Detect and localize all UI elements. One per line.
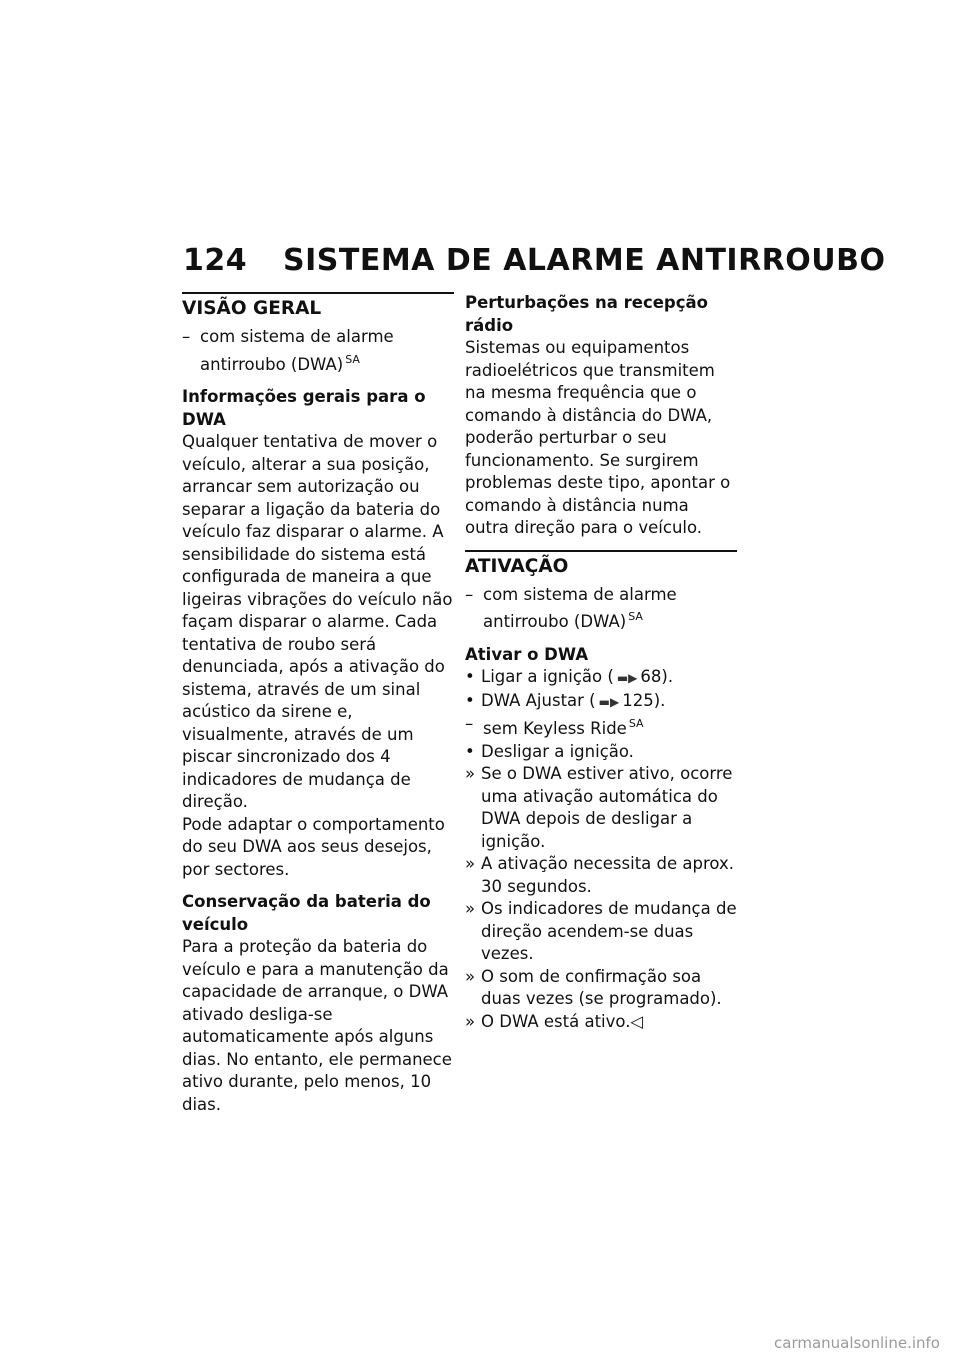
result-marker: » [465,1011,476,1031]
result-marker: » [465,854,476,873]
step-item [465,690,737,714]
result-marker: » [465,899,476,918]
paragraph-radio: Sistemas ou equipamentos radioelétricos que transmitem na mesma frequência que o comando à distância do DWA, poderão perturbar o seu funcionamento. Se surgirem problemas deste tipo, apontar o comando à distância numa outra direção para o veículo. [465,338,731,537]
page-header [183,243,886,278]
dash-marker: – [182,327,191,346]
result-item [465,763,737,853]
result-item [465,898,737,966]
left-column [182,292,454,1116]
page-reference[interactable]: 68). [640,667,674,686]
chapter-title: SISTEMA DE ALARME ANTIRROUBO [283,243,886,278]
result-item [465,1011,737,1034]
equipment-note-text: com sistema de alarme antirroubo (DWA) [483,584,677,631]
section-rule [182,292,454,294]
dash-marker: – [465,714,474,733]
special-equipment-tag: SA [628,610,643,623]
end-of-section-icon: ◁ [630,1011,644,1031]
result-text: Se o DWA estiver ativo, ocorre uma ativação automática do DWA depois de desligar a ignição. [481,764,733,851]
dash-marker: – [465,584,474,604]
page-number: 124 [183,243,248,278]
result-item [465,853,737,898]
result-text: A ativação necessita de aprox. 30 segundos. [481,854,735,896]
result-text: O som de confirmação soa duas vezes (se programado). [481,966,722,1008]
equipment-note-text: com sistema de alarme antirroubo (DWA) [200,327,394,374]
paragraph-adapt-behavior: Pode adaptar o comportamento do seu DWA aos seus desejos, por sectores. [182,814,445,879]
step-item [465,741,737,764]
result-item [465,966,737,1011]
bullet-marker: • [465,667,475,686]
step-text: Ligar a ignição ( [481,667,614,686]
bullet-marker: • [465,741,475,761]
subheading-radio: Perturbações na recepção rádio [465,293,708,335]
subheading-battery: Conservação da bateria do veículo [182,892,431,934]
right-column [465,292,737,1033]
subheading-activate: Ativar o DWA [465,644,589,664]
page-reference[interactable]: 125). [622,690,666,710]
result-marker: » [465,966,476,986]
result-text: O DWA está ativo. [481,1011,631,1031]
result-text: Os indicadores de mudança de direção acendem-se duas vezes. [481,899,737,963]
section-title-activation: ATIVAÇÃO [465,555,569,577]
step-text: DWA Ajustar ( [481,690,596,710]
result-marker: » [465,764,476,783]
special-equipment-tag: SA [345,352,360,366]
special-equipment-tag: SA [628,717,644,730]
section-rule [465,550,737,552]
paragraph-general-info: Qualquer tentativa de mover o veículo, alterar a sua posição, arrancar sem autorização ou separar a ligação da bateria do veículo faz disparar o alarme. A sensibilidade do sistema está configurada de maneira a que ligeiras vibrações do veículo não façam disparar o alarme. Cada tentativa de roubo será denunciada, após a ativação do sistema, através de um sinal acústico da sirene e, visualmente, através de um piscar sincronizado dos 4 indicadores de mudança de direção. [182,432,453,811]
page-reference-arrow-icon: ▬▶ [598,694,620,709]
equipment-note [465,713,737,741]
section-title-overview: VISÃO GERAL [182,298,322,319]
step-item [465,666,737,690]
subheading-general-info: Informações gerais para o DWA [182,387,426,429]
step-text: Desligar a ignição. [481,741,634,761]
equipment-note [182,326,454,376]
watermark: carmanualsonline.info [774,1334,940,1352]
bullet-marker: • [465,690,475,710]
equipment-note-text: sem Keyless Ride [483,719,627,738]
paragraph-battery: Para a proteção da bateria do veículo e para a manutenção da capacidade de arranque, o DWA ativado desliga-se automaticamente após alguns dias. No entanto, ele permanece ativo durante, pelo menos, 10 dias. [182,937,452,1114]
page-reference-arrow-icon: ▬▶ [616,671,638,685]
equipment-note [465,584,737,634]
